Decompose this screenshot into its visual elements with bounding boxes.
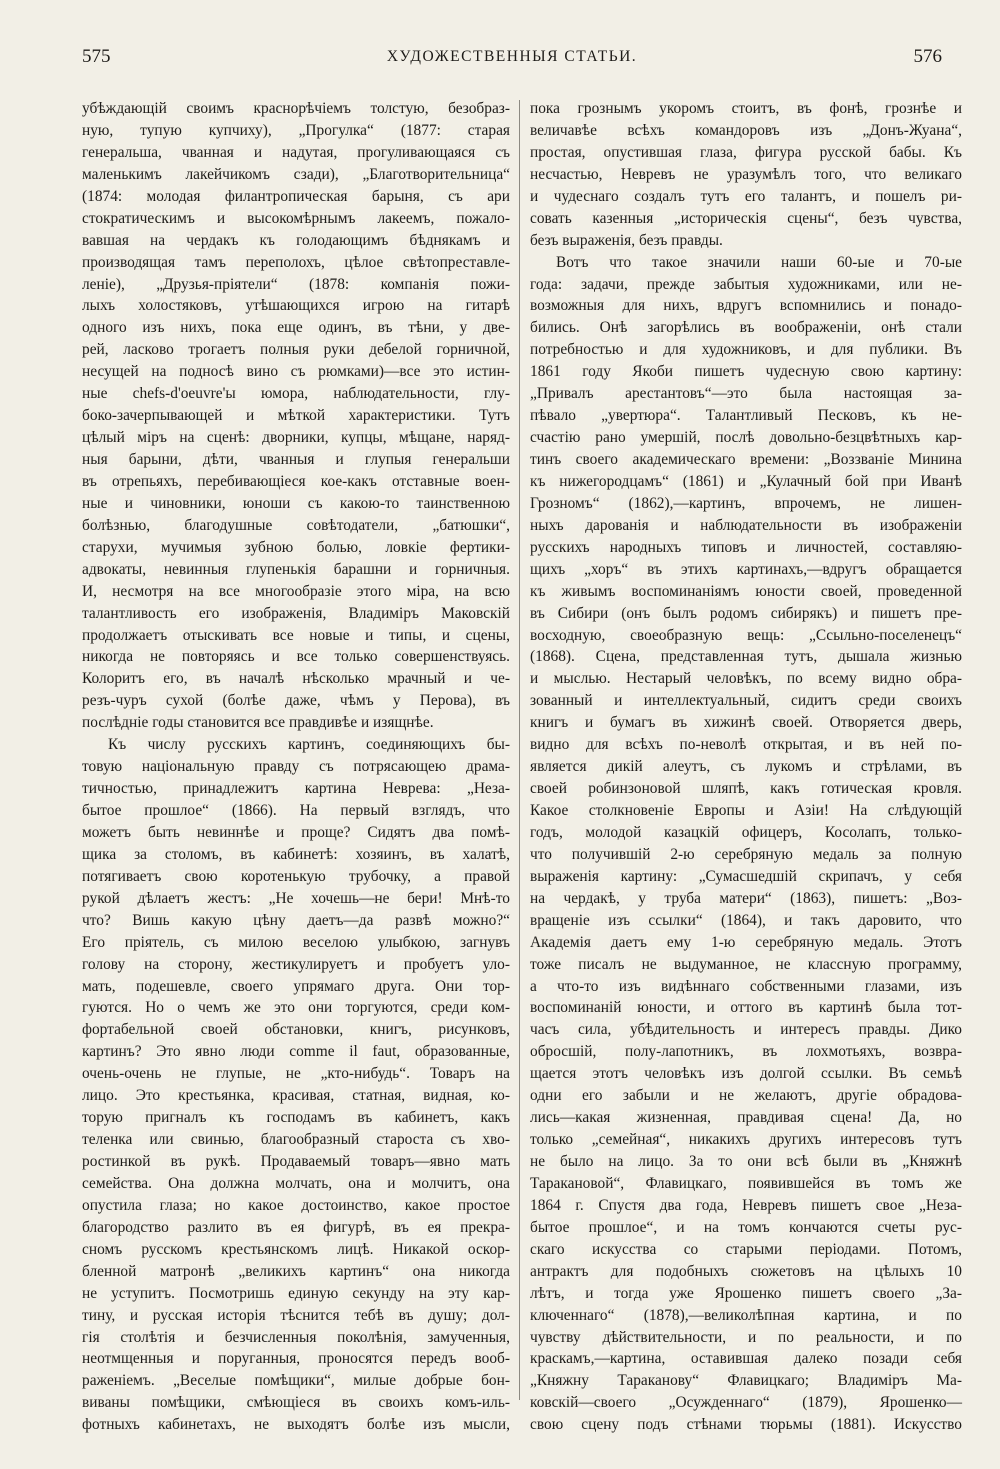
text-line: не было на лицо. За то они всѣ были въ „Княжнѣ bbox=[530, 1153, 962, 1170]
text-line: „Привалъ арестантовъ“—это была настоящая за- bbox=[530, 385, 962, 403]
text-line: генеральша, чванная и надутая, прогуливающаяся съ bbox=[82, 143, 510, 161]
text-line: не уступитъ. Посмотришь единую секунду на эту кар- bbox=[82, 1284, 510, 1302]
text-line: лись—какая жизненная, правдивая сцена! Да, но bbox=[530, 1109, 962, 1127]
text-line: цѣлый міръ на сценѣ: дворники, купцы, мѣщане, наряд- bbox=[82, 429, 510, 447]
page-number-left: 575 bbox=[82, 46, 111, 67]
text-line: никогда не повторяясь и все только совершенствуясь. bbox=[82, 648, 510, 666]
text-line: гуются. Но о чемъ же это они торгуются, среди ком- bbox=[82, 999, 510, 1017]
text-line: Къ числу русскихъ картинъ, соединяющихъ бы- bbox=[108, 736, 510, 754]
text-line: продолжаетъ отыскивать все новые и типы, и сцены, bbox=[82, 626, 510, 644]
text-column-right bbox=[530, 98, 962, 1434]
text-line: И, несмотря на все многообразіе этого міра, на всю bbox=[82, 582, 510, 600]
text-line: счастію рано умершій, послѣ довольно-безцвѣтныхъ кар- bbox=[530, 429, 962, 447]
text-line: года: задачи, прежде забытыя художниками, или не- bbox=[530, 275, 962, 293]
text-line: болѣзнью, благодушные совѣтодатели, „батюшки“, bbox=[82, 516, 510, 534]
text-line: вавшая на чердакъ къ голодающимъ бѣднякамъ и bbox=[82, 231, 510, 249]
text-line: послѣдніе годы становится все правдивѣе и изящнѣе. bbox=[82, 714, 434, 732]
text-line: гія столѣтія и безчисленныя поколѣнія, замученныя, bbox=[82, 1328, 510, 1346]
text-line: величавѣе всѣхъ командоровъ изъ „Донъ-Жуана“, bbox=[530, 121, 962, 139]
text-line: возможныя для нихъ, вдругъ вспомнились и понадо- bbox=[530, 297, 962, 315]
text-line: боко-зачерпывающей и мѣткой характеристики. Тутъ bbox=[82, 407, 510, 425]
text-line: чувству дѣйствительности, и по реальности, и по bbox=[530, 1328, 962, 1346]
text-line: Академія даетъ ему 1-ю серебряную медаль. Этотъ bbox=[530, 933, 962, 951]
text-line: воспоминаній юности, и оттого въ картинѣ была тот- bbox=[530, 999, 962, 1017]
text-line: торую пригналъ къ господамъ въ кабинетъ, какъ bbox=[82, 1109, 510, 1127]
text-line: а что-то изъ видѣннаго собственными глазами, изъ bbox=[530, 977, 962, 995]
text-line: опустила глаза; но какое достоинство, какое простое bbox=[82, 1196, 510, 1214]
text-line: одни его забыли и не желаютъ, другіе обрадова- bbox=[530, 1087, 962, 1105]
text-line: антрактъ для подобныхъ сюжетовъ на цѣлыхъ 10 bbox=[530, 1262, 962, 1280]
text-line: несущей на подносѣ вино съ рюмками)—все это истин- bbox=[82, 363, 510, 381]
text-line: тичностью, принадлежитъ картина Неврева: „Неза- bbox=[82, 780, 510, 798]
text-line: совать казенныя „историческія сцены“, безъ чувства, bbox=[530, 209, 962, 227]
text-line: ключеннаго“ (1878),—великолѣпная картина, и по bbox=[530, 1306, 962, 1324]
text-line: „Княжну Тараканову“ Флавицкаго; Владиміръ Ма- bbox=[530, 1372, 962, 1390]
text-line: и мыслью. Нестарый человѣкъ, по всему видно обра- bbox=[530, 670, 962, 688]
text-line: потягиваетъ свою коротенькую трубочку, а правой bbox=[82, 867, 510, 885]
text-line: краскамъ,—картина, оставившая далеко позади себя bbox=[530, 1350, 962, 1368]
text-line: ковскій—своего „Осужденнаго“ (1879), Ярошенко— bbox=[530, 1394, 962, 1412]
text-line: къ живымъ воспоминаніямъ юности своей, проведенной bbox=[530, 582, 962, 600]
text-line: Какое столкновеніе Европы и Азіи! На слѣдующій bbox=[530, 802, 962, 819]
text-line: свою сцену подъ стѣнами тюрьмы (1881). Искусство bbox=[530, 1416, 962, 1434]
text-line: фортабельной своей обстановки, книгъ, рисунковъ, bbox=[82, 1021, 510, 1039]
text-line: лицо. Это крестьянка, красивая, статная, видная, ко- bbox=[82, 1087, 510, 1105]
text-line: ныхъ дарованія и наблюдательности въ изображеніи bbox=[530, 516, 962, 534]
text-line: рей, ласково трогаетъ полныя руки дебелой горничной, bbox=[82, 341, 510, 359]
text-line: убѣждающій своимъ краснорѣчіемъ толстую, безобраз- bbox=[82, 100, 510, 117]
text-line: ные chefs-d'oeuvre'ы юмора, наблюдательности, глу- bbox=[82, 385, 510, 403]
text-line: пока грознымъ укоромъ стоитъ, въ фонѣ, грознѣе и bbox=[530, 100, 962, 117]
text-line: пѣвало „увертюра“. Талантливый Песковъ, къ не- bbox=[530, 407, 962, 425]
text-line: въ отрепьяхъ, перебивающіеся кое-какъ отставные воен- bbox=[82, 472, 510, 490]
text-line: голову на сторону, жестикулируетъ и пробуетъ уло- bbox=[82, 955, 510, 973]
text-line: фотныхъ кабинетахъ, не выходятъ болѣе изъ мысли, bbox=[82, 1416, 510, 1434]
text-line: несчастью, Невревъ не уразумѣлъ того, что великаго bbox=[530, 165, 962, 183]
text-line: въ Сибири (онъ былъ родомъ сибирякъ) и пишетъ пре- bbox=[530, 604, 962, 622]
text-line: Колоритъ его, въ началѣ нѣсколько мрачный и че- bbox=[82, 670, 510, 688]
text-line: семейства. Она должна молчать, она и молчитъ, она bbox=[82, 1174, 510, 1192]
text-line: талантливость его изображенія, Владиміръ Маковскій bbox=[82, 604, 510, 622]
text-line: Таракановой“, Флавицкаго, появившейся въ томъ же bbox=[530, 1174, 962, 1192]
text-line: ную, тупую купчиху), „Прогулка“ (1877: старая bbox=[82, 121, 510, 139]
text-line: щика за столомъ, въ кабинетѣ: хозяинъ, въ халатѣ, bbox=[82, 845, 510, 863]
text-line: что получившій 2-ю серебряную медаль за полную bbox=[530, 845, 962, 863]
text-line: тину, и русская исторія тѣснится тебѣ въ душу; дол- bbox=[82, 1306, 510, 1324]
text-line: щихъ „хоръ“ въ этихъ картинахъ,—вдругъ обращается bbox=[530, 560, 962, 578]
text-line: Вотъ что такое значили наши 60-ые и 70-ые bbox=[556, 253, 962, 271]
text-line: бытое прошлое“ (1866). На первый взглядъ, что bbox=[82, 802, 510, 819]
column-divider bbox=[519, 100, 520, 1400]
page-header bbox=[82, 46, 942, 78]
text-line: сномъ русскомъ крестьянскомъ лицѣ. Никакой оскор- bbox=[82, 1240, 510, 1258]
text-line: маленькимъ лакейчикомъ сзади), „Благотворительница“ bbox=[82, 165, 510, 183]
text-line: является дикій алеутъ, съ лукомъ и стрѣлами, въ bbox=[530, 758, 962, 776]
text-line: 1861 году Якоби пишетъ чудесную свою картину: bbox=[530, 363, 962, 381]
text-line: книгъ и бумагъ въ хижинѣ своей. Отворяется дверь, bbox=[530, 714, 962, 732]
text-line: безъ выраженія, безъ правды. bbox=[530, 231, 723, 249]
text-line: лыхъ холостяковъ, утѣшающихся игрою на гитарѣ bbox=[82, 297, 510, 315]
text-line: восходную, своеобразную вещь: „Ссыльно-поселенецъ“ bbox=[530, 626, 962, 644]
text-line: рукой дѣлаетъ жестъ: „Не хочешь—не бери! Мнѣ-то bbox=[82, 889, 510, 907]
text-line: виваны помѣщики, смѣющіеся въ своихъ комъ-иль- bbox=[82, 1394, 510, 1412]
text-line: ные и чиновники, юноши съ какою-то таинственною bbox=[82, 494, 510, 512]
text-line: раженіемъ. „Веселые помѣщики“, милые добрые бон- bbox=[82, 1372, 510, 1390]
text-line: одного изъ нихъ, пока еще одинъ, въ тѣни, у двe- bbox=[82, 319, 510, 337]
text-line: благородство разлито въ ея фигурѣ, въ ея прекра- bbox=[82, 1218, 510, 1236]
text-line: простая, опустившая глаза, фигура русской бабы. Къ bbox=[530, 143, 962, 161]
text-line: бленной матронѣ „великихъ картинъ“ она никогда bbox=[82, 1262, 510, 1280]
text-line: тинъ своего академическаго времени: „Воззваніе Минина bbox=[530, 451, 962, 468]
text-line: только „семейная“, никакихъ другихъ интересовъ тутъ bbox=[530, 1131, 962, 1149]
text-line: неотмщенныя и поруганныя, проносятся передъ вооб- bbox=[82, 1350, 510, 1368]
text-line: стократическимъ и высокомѣрнымъ лакеемъ, пожало- bbox=[82, 209, 510, 227]
text-line: теленка или свинью, благообразный староста съ хво- bbox=[82, 1131, 510, 1149]
text-line: можетъ быть невиннѣе и проще? Сидятъ два помѣ- bbox=[82, 823, 510, 841]
text-line: на чердакѣ, у труба матери“ (1863), пишетъ: „Воз- bbox=[530, 889, 962, 907]
text-line: (1874: молодая филантропическая барыня, съ ари bbox=[82, 187, 510, 205]
text-line: лѣтъ, и тогда уже Ярошенко пишетъ своего „За- bbox=[530, 1284, 962, 1302]
text-line: тоже писалъ не выдуманное, не классную программу, bbox=[530, 955, 962, 973]
text-line: 1864 г. Спустя два года, Невревъ пишетъ свое „Неза- bbox=[530, 1196, 962, 1214]
text-line: вращеніе изъ ссылки“ (1864), и такъ даровито, что bbox=[530, 911, 962, 929]
running-title: ХУДОЖЕСТВЕННЫЯ СТАТЬИ. bbox=[386, 48, 638, 65]
text-line: годъ, молодой казацкій офицеръ, Косолапъ, только- bbox=[530, 823, 962, 841]
text-line: скаго искусства со старыми періодами. Потомъ, bbox=[530, 1240, 962, 1258]
text-line: щается этотъ человѣкъ изъ долгой ссылки. Въ семьѣ bbox=[530, 1065, 962, 1083]
text-line: леніе), „Друзья-пріятели“ (1878: компанія пожи- bbox=[82, 275, 510, 293]
text-line: своей робинзоновой шляпѣ, какъ готическая кровля. bbox=[530, 780, 962, 798]
text-line: выраженія картину: „Сумасшедшій скрипачъ, у себя bbox=[530, 867, 962, 885]
text-line: русскихъ народныхъ типовъ и личностей, составляю- bbox=[530, 538, 962, 556]
text-line: Его пріятель, съ милою веселою улыбкою, загнувъ bbox=[82, 933, 510, 951]
text-line: ростинкой въ рукѣ. Продаваемый товаръ—явно мать bbox=[82, 1153, 510, 1170]
page-number-right: 576 bbox=[913, 46, 942, 67]
text-line: Грозномъ“ (1862),—картинъ, впрочемъ, не лишен- bbox=[530, 494, 962, 512]
text-line: производящая тамъ переполохъ, цѣлое свѣтопреставле- bbox=[82, 253, 510, 271]
text-line: старухи, мучимыя зубною болью, ловкіе фертики- bbox=[82, 538, 510, 556]
text-line: картинъ? Это явно люди comme il faut, образованные, bbox=[82, 1043, 510, 1061]
text-line: мать, подешевле, своего упрямаго друга. Они тор- bbox=[82, 977, 510, 995]
text-line: адвокаты, невинныя глупенькія барашни и горничныя. bbox=[82, 560, 510, 578]
text-line: обросшій, полу-лапотникъ, въ лохмотьяхъ, возвра- bbox=[530, 1043, 962, 1061]
text-line: резъ-чуръ сухой (болѣе даже, чѣмъ у Перова), въ bbox=[82, 692, 510, 710]
text-line: бились. Онѣ загорѣлись въ воображеніи, онѣ стали bbox=[530, 319, 962, 337]
text-line: (1868). Сцена, представленная тутъ, дышала жизнью bbox=[530, 648, 962, 666]
text-line: часъ сила, убѣдительность и интересъ правды. Дико bbox=[530, 1021, 962, 1039]
text-line: ныя барыни, дѣти, чванныя и глупыя генеральши bbox=[82, 451, 510, 468]
text-line: бытое прошлое“, и на томъ кончаются счеты рус- bbox=[530, 1218, 962, 1236]
text-line: видно для всѣхъ по-неволѣ открытая, и въ ней по- bbox=[530, 736, 962, 754]
text-line: къ нижегородцамъ“ (1861) и „Кулачный бой при Иванѣ bbox=[530, 472, 962, 490]
text-line: потребностью и для художниковъ, и для публики. Въ bbox=[530, 341, 962, 359]
text-line: что? Вишь какую цѣну даетъ—да развѣ можно?“ bbox=[82, 911, 510, 929]
text-line: товую національную правду съ потрясающею драма- bbox=[82, 758, 510, 776]
text-line: и чудеснаго создалъ тутъ его талантъ, и пошелъ ри- bbox=[530, 187, 962, 205]
text-line: очень-очень не глупые, не „кто-нибудь“. Товаръ на bbox=[82, 1065, 510, 1083]
text-column-left bbox=[82, 98, 510, 1434]
text-line: зованный и интеллектуальный, сидитъ среди своихъ bbox=[530, 692, 962, 710]
